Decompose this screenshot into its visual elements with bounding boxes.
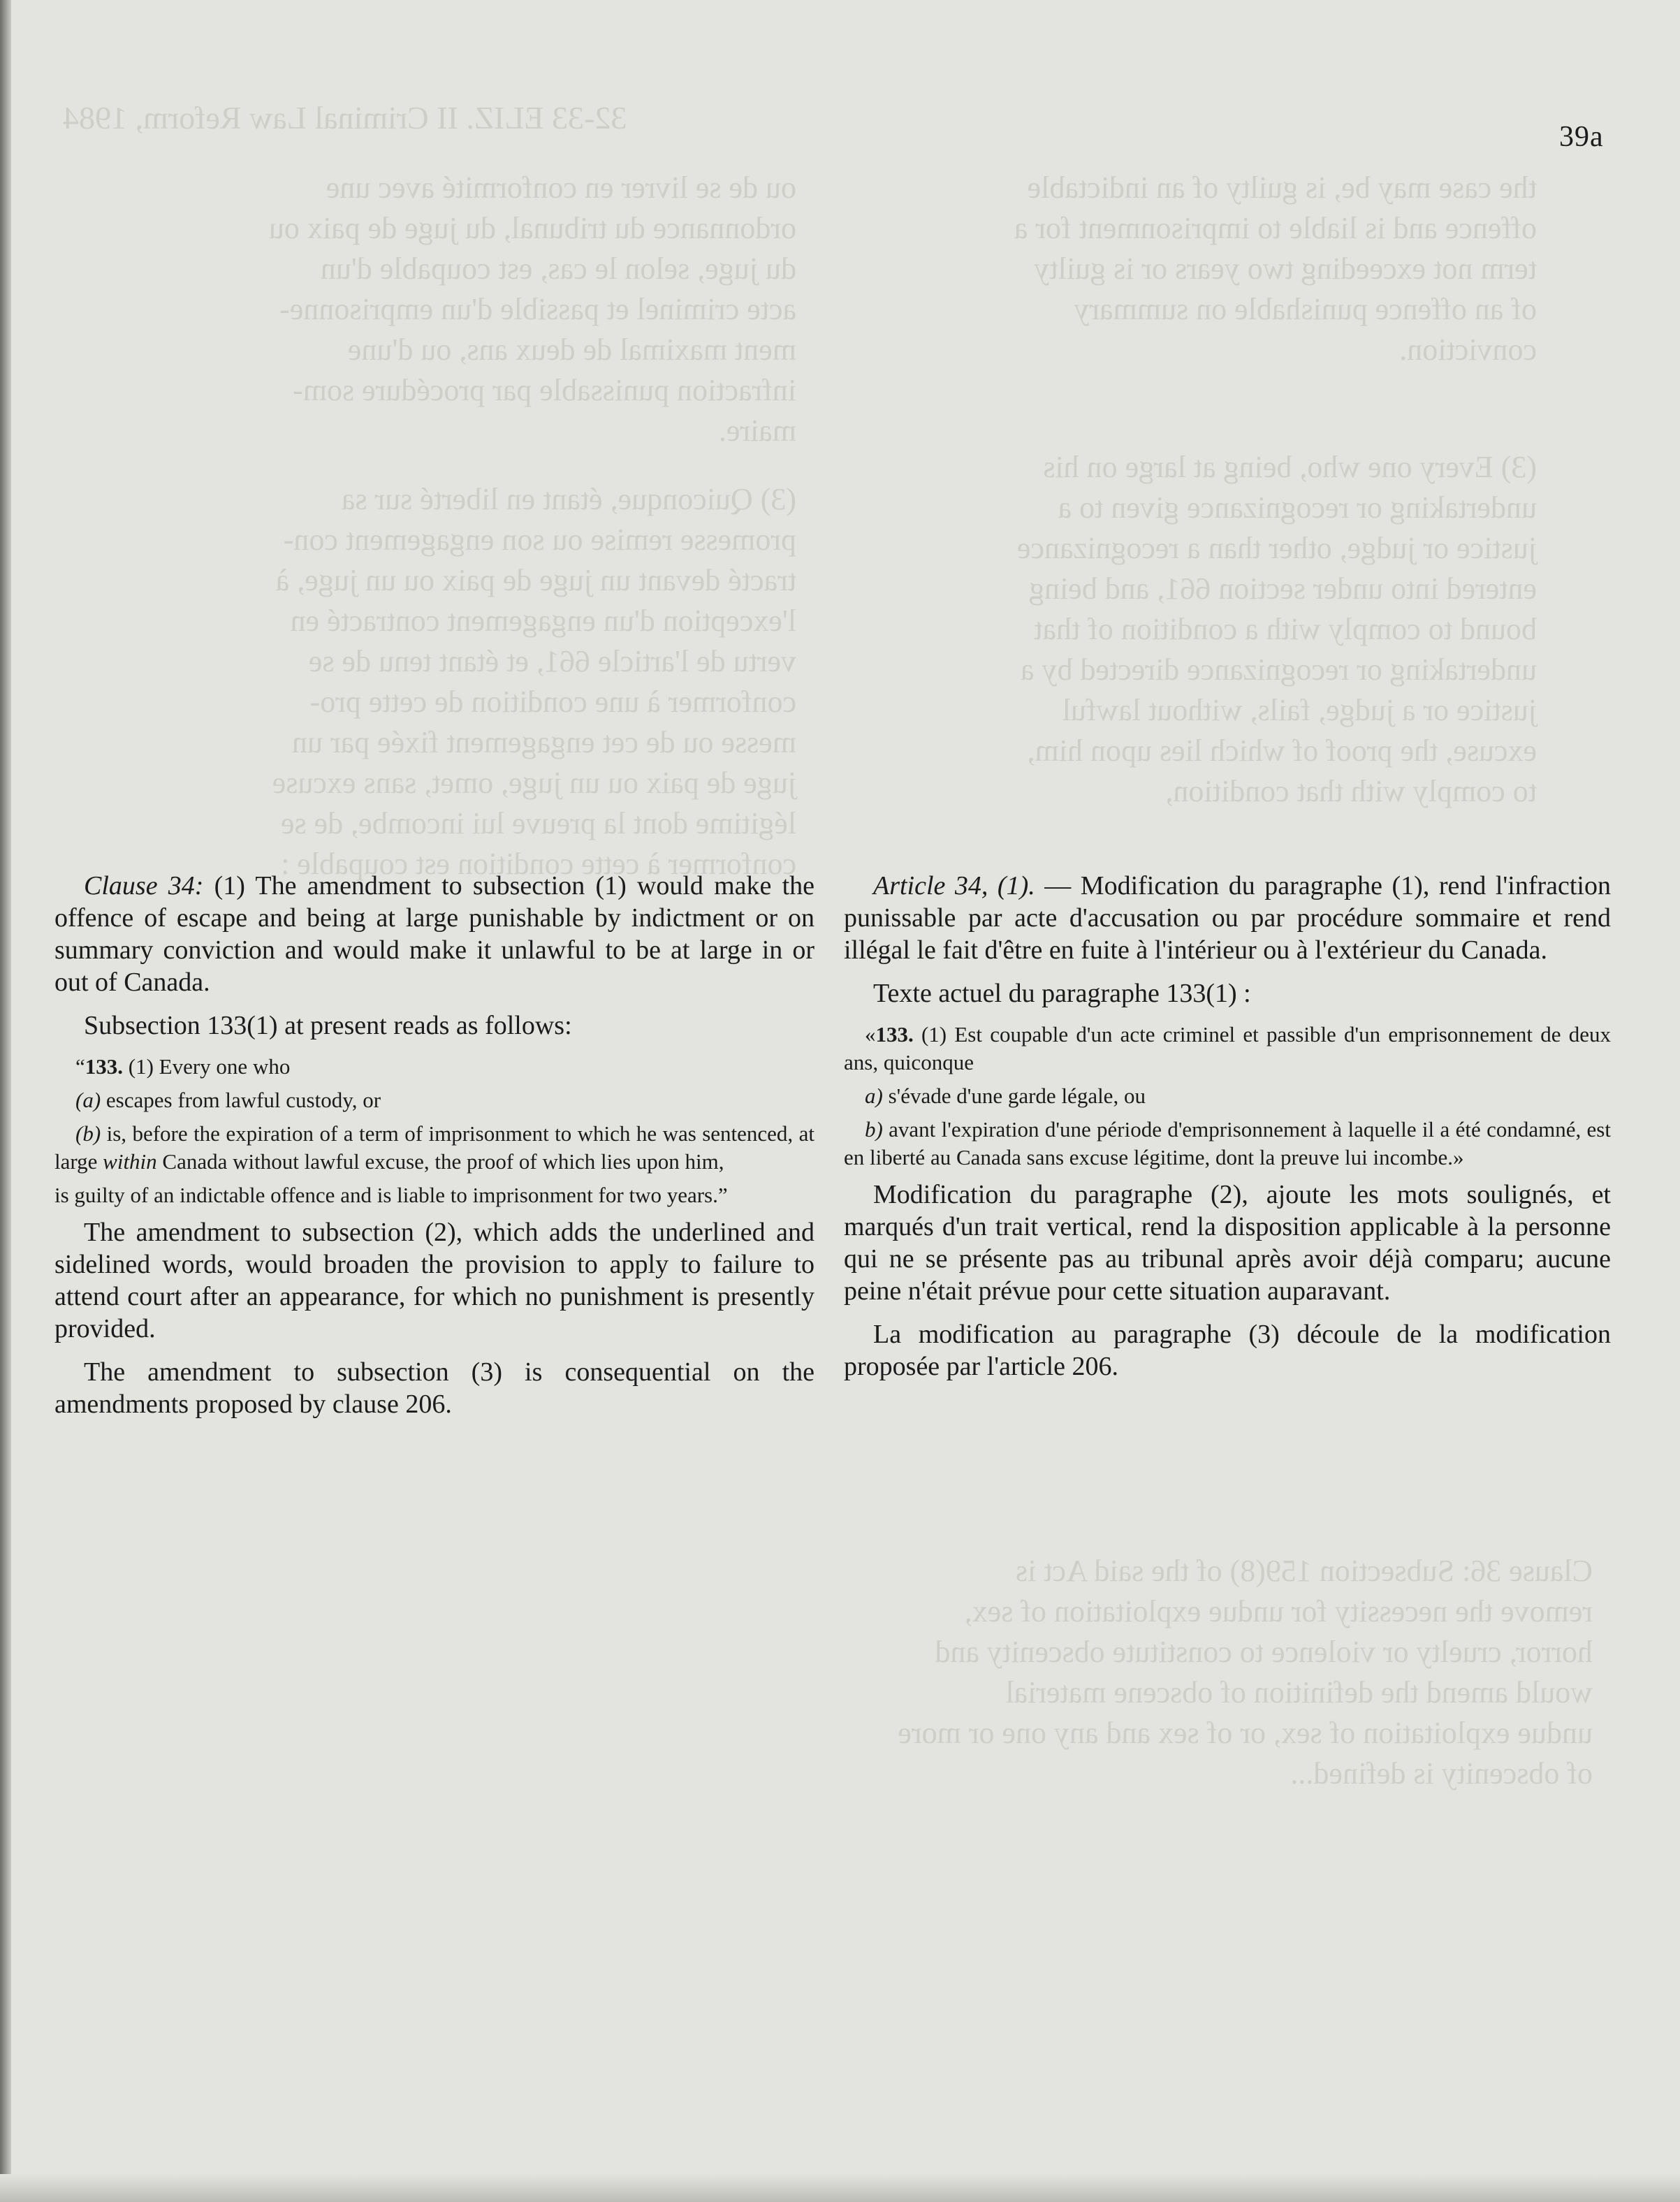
bleed-line: entered into under section 661, and being xyxy=(1028,571,1537,606)
bleed-line: conformer à une condition de cette pro- xyxy=(309,685,796,719)
quote-item-a xyxy=(844,1082,1611,1110)
item-b-label: (b) xyxy=(75,1121,101,1146)
article-label: Article 34, (1). xyxy=(873,871,1035,901)
item-b-emphasis: within xyxy=(103,1149,157,1174)
bleed-line: justice or judge, other than a recognizance xyxy=(1016,531,1537,565)
quote-section-heading xyxy=(54,1053,815,1081)
bleed-line: infraction punissable par procédure som- xyxy=(293,373,796,407)
bleed-line: conformer à cette condition est coupable : xyxy=(281,847,796,881)
french-paragraph-2: Modification du paragraphe (2), ajoute les mots soulignés, et marqués d'un trait vertical, rend la disposition applicable à la personne qui ne se présente pas au tribunal après avoir déjà comparu; aucune peine n'était prévue pour cette situation auparavant. xyxy=(844,1180,1611,1306)
french-intro-paragraph xyxy=(844,870,1611,966)
scan-bottom-shadow xyxy=(0,2174,1680,2202)
bleed-line: term not exceeding two years or is guilty xyxy=(1034,251,1537,286)
bleed-line: undertaking or recognizance given to a xyxy=(1058,490,1537,525)
bleed-line: maire. xyxy=(718,414,796,448)
bleed-line: tracté devant un juge de paix ou un juge, à xyxy=(275,563,796,597)
bleed-line: bound to comply with a condition of that xyxy=(1034,612,1537,646)
bleed-line: (3) Every one who, being at large on his xyxy=(1043,450,1537,484)
bleed-line: excuse, the proof of which lies upon him, xyxy=(1027,734,1537,768)
english-lead-in: Subsection 133(1) at present reads as follows: xyxy=(84,1011,572,1040)
french-paragraph-3: La modification au paragraphe (3) découle de la modification proposée par l'article 206. xyxy=(844,1320,1611,1381)
bleed-line: du juge, selon le cas, est coupable d'un xyxy=(320,251,796,286)
bleed-line: vertu de l'article 661, et étant tenu de se xyxy=(308,644,796,678)
bleed-line: of obscenity is defined... xyxy=(1290,1756,1593,1791)
bleed-line: messe ou de cet engagement fixée par un xyxy=(291,725,796,759)
bleed-line: offence and is liable to imprisonment for a xyxy=(1014,211,1537,245)
quote-section-number: 133. xyxy=(85,1054,124,1079)
french-column xyxy=(844,870,1611,1394)
article-intro-text: — Modification du paragraphe (1), rend l'infraction punissable par acte d'accusation ou par procédure sommaire et rend illégal le fait d'être en fuite à l'intérieur ou à l'extérieur du Canada. xyxy=(844,871,1611,965)
bleed-through-left-column xyxy=(810,168,1537,812)
bleed-line: horror, cruelty or violence to constitute obscenity and xyxy=(935,1635,1593,1669)
french-lead-in: Texte actuel du paragraphe 133(1) : xyxy=(873,979,1251,1008)
english-intro-paragraph xyxy=(54,870,815,998)
bleed-line: acte criminel et passible d'un emprisonne- xyxy=(279,292,796,326)
quote-open-mark: “ xyxy=(75,1054,85,1079)
english-quoted-section xyxy=(54,1053,815,1209)
item-a-text: s'évade d'une garde légale, ou xyxy=(882,1084,1146,1108)
bleed-line: ou de se livrer en conformité avec une xyxy=(326,170,796,205)
scan-edge-shadow xyxy=(0,0,11,2202)
french-quoted-section xyxy=(844,1021,1611,1172)
bleed-line: ment maximal de deux ans, ou d'une xyxy=(347,333,796,367)
bleed-line: to comply with that condition, xyxy=(1165,774,1537,808)
item-b-text-start: is, before the expiration of a term of imprisonment to which he was sentenced, at large xyxy=(54,1121,815,1174)
quote-section-heading xyxy=(844,1021,1611,1077)
bleed-line: promesse remise ou son engagement con- xyxy=(283,523,796,557)
item-a-label: a) xyxy=(865,1084,883,1108)
clause-intro-text: (1) The amendment to subsection (1) would make the offence of escape and being at large punishable by indictment or on summary conviction and would make it unlawful to be at large in or out of Canada. xyxy=(54,871,815,997)
quote-section-text: (1) Est coupable d'un acte criminel et passible d'un emprisonnement de deux ans, quiconque xyxy=(844,1022,1611,1074)
quote-item-b xyxy=(844,1116,1611,1172)
bleed-line: Clause 36: Subsection 159(8) of the said Act is xyxy=(1015,1554,1593,1588)
bleed-through-bottom xyxy=(84,1551,1593,1794)
bleed-through-header: 32-33 ELIZ. II Criminal Law Reform, 1984 xyxy=(63,100,627,136)
item-a-text: escapes from lawful custody, or xyxy=(101,1088,381,1112)
bleed-line: (3) Quiconque, étant en liberté sur sa xyxy=(341,482,796,516)
bleed-line: ordonnance du tribunal, du juge de paix ou xyxy=(268,211,796,245)
english-paragraph-2: The amendment to subsection (2), which adds the underlined and sidelined words, would broaden the provision to apply to failure to attend court after an appearance, for which no punishment is presently provided. xyxy=(54,1218,815,1343)
bleed-line: justice or a judge, fails, without lawful xyxy=(1062,693,1537,727)
bleed-through-right-column xyxy=(224,168,796,884)
bleed-line: juge de paix ou un juge, omet, sans excuse xyxy=(272,766,796,800)
quote-open-mark: « xyxy=(865,1022,876,1047)
bleed-line: undertaking or recognizance directed by a xyxy=(1020,652,1537,687)
item-b-label: b) xyxy=(865,1117,883,1142)
bleed-line: of an offence punishable on summary xyxy=(1074,292,1537,326)
bleed-line: the case may be, is guilty of an indictable xyxy=(1027,170,1537,205)
item-a-label: (a) xyxy=(75,1088,101,1112)
quote-section-number: 133. xyxy=(875,1022,914,1047)
quote-item-b xyxy=(54,1120,815,1176)
bleed-line: remove the necessity for undue exploitation of sex, xyxy=(964,1594,1593,1628)
item-b-text-end: Canada without lawful excuse, the proof of which lies upon him, xyxy=(156,1149,724,1174)
item-b-text: avant l'expiration d'une période d'emprisonnement à laquelle il a été condamné, est en liberté au Canada sans excuse légitime, dont la preuve lui incombe.» xyxy=(844,1117,1611,1169)
bleed-line: légitime dont la preuve lui incombe, de se xyxy=(280,806,796,840)
bleed-line: l'exception d'un engagement contracté en xyxy=(290,604,796,638)
english-paragraph-3: The amendment to subsection (3) is consequential on the amendments proposed by clause 206. xyxy=(54,1357,815,1419)
quote-closing: is guilty of an indictable offence and is liable to imprisonment for two years.” xyxy=(54,1183,728,1207)
page-number: 39a xyxy=(1559,121,1604,153)
clause-label: Clause 34: xyxy=(84,871,204,901)
bleed-line: conviction. xyxy=(1399,333,1537,367)
bleed-line: undue exploitation of sex, or of sex and any one or more xyxy=(898,1716,1593,1750)
quote-section-text: (1) Every one who xyxy=(123,1054,291,1079)
english-column xyxy=(54,870,815,1431)
quote-item-a xyxy=(54,1086,815,1114)
bleed-line: would amend the definition of obscene material xyxy=(1005,1675,1593,1709)
